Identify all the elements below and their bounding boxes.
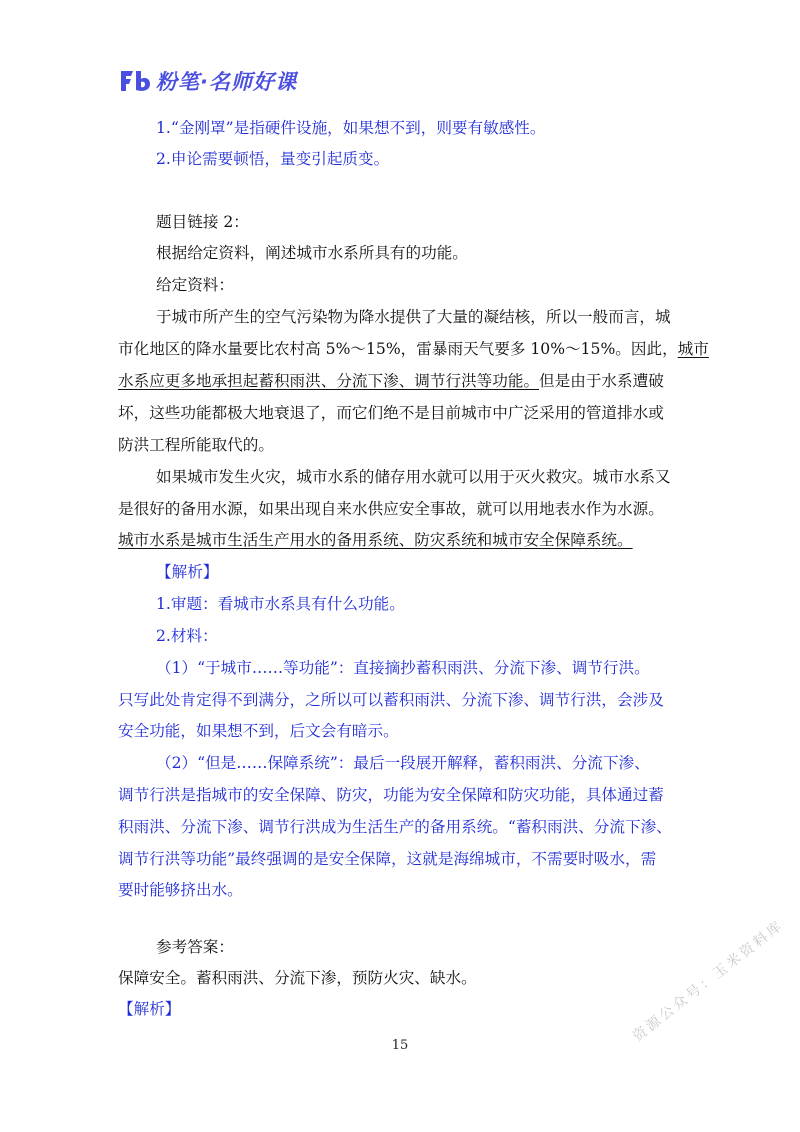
note-line-1: 1.“金刚罩”是指硬件设施，如果想不到，则要有敏感性。: [156, 119, 546, 137]
reference-answer-text: 保障安全。蓄积雨洪、分流下渗，预防火灾、缺水。: [118, 969, 477, 987]
material-p1-line3: [118, 371, 664, 391]
material-text: 市化地区的降水量要比农村高 5%～15%，雷暴雨天气要多 10%～15%。因此，: [118, 340, 678, 358]
analysis-line-9: 调节行洪等功能”最终强调的是安全保障，这就是海绵城市，不需要时吸水，需: [118, 850, 657, 868]
material-p1-line1: 于城市所产生的空气污染物为降水提供了大量的凝结核，所以一般而言，城: [156, 308, 671, 326]
analysis-line-8: 积雨洪、分流下渗、调节行洪成为生活生产的备用系统。“蓄积雨洪、分流下渗、: [118, 818, 672, 836]
underlined-text: 城市: [677, 340, 709, 358]
analysis-line-1: 1.审题：看城市水系具有什么功能。: [156, 595, 405, 613]
analysis-line-6: （2）“但是……保障系统”：最后一段展开解释，蓄积雨洪、分流下渗、: [156, 754, 650, 772]
material-p2-line3: 城市水系是城市生活生产用水的备用系统、防灾系统和城市安全保障系统。: [118, 531, 633, 549]
material-p1-line4: 坏，这些功能都极大地衰退了，而它们绝不是目前城市中广泛采用的管道排水或: [118, 404, 664, 422]
brand-logo: [118, 66, 297, 96]
question-text: 根据给定资料，阐述城市水系所具有的功能。: [156, 244, 468, 262]
fenbi-logo-icon: [118, 68, 152, 94]
material-text: 但是由于水系遭破: [539, 372, 664, 390]
analysis-line-10: 要时能够挤出水。: [118, 881, 243, 899]
material-p1-line2: [118, 339, 709, 359]
analysis-line-4: 只写此处肯定得不到满分，之所以可以蓄积雨洪、分流下渗、调节行洪，会涉及: [118, 691, 664, 709]
material-p2-line1: 如果城市发生火灾，城市水系的储存用水就可以用于灭火救灾。城市水系又: [156, 468, 671, 486]
material-p1-line5: 防洪工程所能取代的。: [118, 436, 274, 454]
analysis-heading-2: 【解析】: [118, 1000, 181, 1018]
reference-answer-label: 参考答案：: [156, 938, 234, 956]
analysis-line-3: （1）“于城市……等功能”：直接摘抄蓄积雨洪、分流下渗、调节行洪。: [156, 659, 650, 677]
analysis-line-7: 调节行洪是指城市的安全保障、防灾，功能为安全保障和防灾功能，具体通过蓄: [118, 786, 664, 804]
watermark: 资源公众号：玉米资料库: [629, 917, 788, 1045]
material-p2-line2: 是很好的备用水源，如果出现自来水供应安全事故，就可以用地表水作为水源。: [118, 500, 664, 518]
underlined-text: 水系应更多地承担起蓄积雨洪、分流下渗、调节行洪等功能。: [118, 372, 540, 390]
note-line-2: 2.申论需要顿悟，量变引起质变。: [156, 150, 390, 168]
brand-name: 粉笔·名师好课: [156, 70, 297, 94]
material-label: 给定资料：: [156, 276, 234, 294]
analysis-heading: 【解析】: [156, 563, 219, 581]
analysis-line-2: 2.材料：: [156, 627, 218, 645]
page-number: 15: [391, 1038, 409, 1053]
analysis-line-5: 安全功能，如果想不到，后文会有暗示。: [118, 722, 399, 740]
question-link-label: 题目链接 2：: [156, 213, 249, 231]
